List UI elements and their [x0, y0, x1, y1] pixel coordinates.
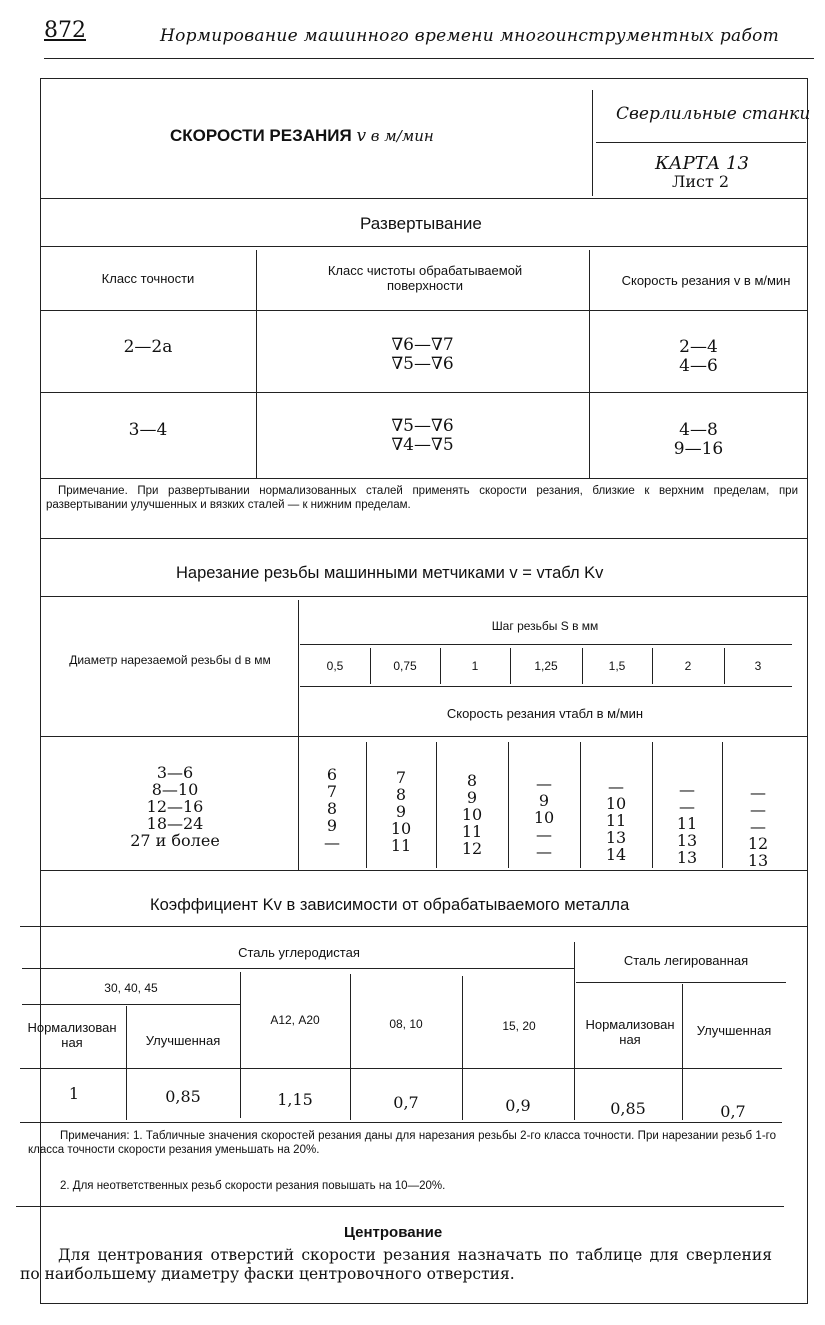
reaming-header-speed: Скорость резания v в м/мин: [621, 272, 791, 288]
pitch-cell: 0,5: [326, 659, 344, 673]
centering-text: Для центрования отверстий скорости резания назначать по таблице для сверления по наибольшему диаметру фаски центровочного отверстия.: [20, 1246, 772, 1283]
speed-value: 10: [390, 819, 412, 838]
grade-08-header: 08, 10: [389, 1017, 423, 1031]
pitch-divider: [724, 648, 725, 684]
rule-tapping-body: [40, 870, 808, 871]
speed-column: [508, 775, 580, 860]
speed-value: —: [324, 833, 340, 852]
rule-grade-group: [22, 1004, 240, 1005]
speed-value: 13: [747, 851, 769, 870]
card-title: СКОРОСТИ РЕЗАНИЯ v в м/мин: [170, 126, 434, 146]
reaming-row2-speed: 4—8 9—16: [673, 420, 724, 459]
speed-value: 11: [605, 811, 627, 830]
speed-value: 10: [461, 805, 483, 824]
rule-after-title: [40, 198, 808, 199]
pitch-divider: [652, 648, 653, 684]
speed-column: [722, 784, 794, 869]
speed-value: 12: [461, 839, 483, 858]
rule-tapping-title: [40, 596, 808, 597]
speed-value: 14: [605, 845, 627, 864]
reaming-row1-finish: ∇6—∇7 ∇5—∇6: [391, 335, 454, 374]
rule-reaming-row2: [40, 478, 808, 479]
speed-value: 9: [326, 816, 338, 835]
speed-value: 13: [605, 828, 627, 847]
rule-coefficient-title: [20, 926, 808, 927]
pitch-divider: [440, 648, 441, 684]
speed-column: [298, 766, 366, 851]
rule-reaming-note: [40, 538, 808, 539]
coefficient-note-2: 2. Для неответственных резьб скорости резания повышать на 10—20%.: [60, 1180, 446, 1192]
speed-column: [436, 772, 508, 857]
alloy-improved-header: Улучшенная: [696, 1022, 772, 1038]
grade-15-header: 15, 20: [502, 1019, 536, 1033]
reaming-header-finish: Класс чистоты обрабатываемой поверхности: [327, 263, 523, 293]
tapping-header-pitch: Шаг резьбы S в мм: [491, 619, 599, 633]
speed-value: 9: [466, 788, 478, 807]
diameter-3: 12—16: [146, 797, 204, 816]
reaming-note: Примечание. При развертывании нормализованных сталей применять скорости резания, близкие к верхним пределам, при развертывании улучшенных и вязких сталей — к нижним пределам.: [46, 485, 798, 511]
pitch-cell: 0,75: [393, 659, 417, 673]
rule-carbon: [22, 968, 574, 969]
rule-coefficient-header: [20, 1068, 782, 1069]
speed-value: —: [536, 825, 552, 844]
speed-value: 9: [538, 791, 550, 810]
speed-value: 12: [747, 834, 769, 853]
carbon-normalized-header: Нормализованная: [27, 1020, 117, 1050]
diameter-column: [60, 764, 290, 849]
speed-value: 7: [326, 782, 338, 801]
coefficient-title: Коэффициент Kv в зависимости от обрабатываемого металла: [150, 896, 630, 914]
title-divider: [592, 90, 593, 196]
reaming-row2-finish: ∇5—∇6 ∇4—∇5: [391, 416, 454, 455]
diameter-5: 27 и более: [130, 831, 220, 850]
pitch-cell: 2: [684, 659, 692, 673]
diameter-2: 8—10: [151, 780, 199, 799]
running-title: Нормирование машинного времени многоинструментных работ: [160, 26, 780, 46]
speed-value: —: [536, 774, 552, 793]
reaming-row1-speed: 2—4 4—6: [679, 337, 718, 376]
speed-value: 11: [390, 836, 412, 855]
diameter-1: 3—6: [156, 763, 194, 782]
diameter-4: 18—24: [146, 814, 204, 833]
rule-reaming-title: [40, 246, 808, 247]
speed-value: 9: [395, 802, 407, 821]
pitch-divider: [582, 648, 583, 684]
speed-value: 13: [676, 831, 698, 850]
centering-title: Центрование: [344, 1224, 443, 1241]
speed-value: 8: [395, 785, 407, 804]
pitch-cell: 1,25: [534, 659, 558, 673]
reaming-row1-accuracy: 2—2а: [123, 337, 173, 357]
speed-value: 13: [676, 848, 698, 867]
coefficient-value: 1: [68, 1083, 80, 1103]
reaming-title: Развертывание: [360, 214, 482, 233]
speed-value: —: [750, 783, 766, 802]
pitch-cell: 1: [471, 659, 479, 673]
carbon-steel-header: Сталь углеродистая: [238, 944, 360, 960]
speed-value: —: [679, 797, 695, 816]
pitch-divider: [370, 648, 371, 684]
alloy-normalized-header: Нормализованная: [585, 1017, 675, 1047]
alloy-steel-header: Сталь легированная: [623, 952, 749, 968]
rule-reaming-row1: [40, 392, 808, 393]
carbon-improved-header: Улучшенная: [145, 1032, 221, 1048]
coefficient-value: 0,7: [720, 1101, 746, 1121]
speed-value: 11: [676, 814, 698, 833]
reaming-row2-accuracy: 3—4: [128, 420, 168, 440]
coefficient-value: 1,15: [277, 1089, 313, 1109]
speed-value: 7: [395, 768, 407, 787]
grade-group-header: 30, 40, 45: [104, 981, 158, 995]
rule-pitch-values: [300, 686, 792, 687]
coefficient-value: 0,7: [393, 1092, 419, 1112]
machine-type: Сверлильные станки: [616, 104, 811, 124]
coefficient-value: 0,85: [165, 1086, 201, 1106]
speed-value: 11: [461, 822, 483, 841]
rule-alloy: [576, 982, 786, 983]
tapping-title: Нарезание резьбы машинными метчиками v = vтабл Kv: [176, 564, 604, 582]
speed-value: —: [750, 800, 766, 819]
coefficient-value: 0,85: [610, 1098, 646, 1118]
coefficient-value: 0,9: [505, 1095, 531, 1115]
speed-value: 10: [533, 808, 555, 827]
rule-coefficient-note: [16, 1206, 784, 1207]
speed-value: 6: [326, 765, 338, 784]
page-number: 872: [44, 18, 86, 43]
speed-value: 8: [466, 771, 478, 790]
speed-value: —: [750, 817, 766, 836]
rule-reaming-header: [40, 310, 808, 311]
pitch-cell: 1,5: [608, 659, 626, 673]
speed-value: —: [679, 780, 695, 799]
tapping-header-speed: Скорость резания vтабл в м/мин: [446, 705, 644, 721]
speed-value: 8: [326, 799, 338, 818]
card-number: КАРТА 13: [655, 153, 749, 174]
reaming-header-accuracy: Класс точности: [101, 270, 195, 286]
rule-tapping-header: [40, 736, 808, 737]
speed-value: —: [536, 842, 552, 861]
speed-column: [366, 769, 436, 854]
header-rule: [44, 58, 814, 59]
grade-a12-header: А12, А20: [270, 1013, 320, 1027]
pitch-divider: [510, 648, 511, 684]
sheet-number: Лист 2: [672, 172, 730, 191]
speed-value: 10: [605, 794, 627, 813]
tapping-header-diameter: Диаметр нарезаемой резьбы d в мм: [69, 653, 271, 667]
coefficient-note-1: Примечания: 1. Табличные значения скоростей резания даны для нарезания резьбы 2-го класса точности. При нарезании резьб 1-го класса точности скорости резания уменьшать на 20%.: [28, 1130, 776, 1156]
title-inner-rule: [596, 142, 806, 143]
speed-column: [580, 778, 652, 863]
rule-pitch-header: [300, 644, 792, 645]
speed-column: [652, 781, 722, 866]
speed-value: —: [608, 777, 624, 796]
rule-coefficient-values: [20, 1122, 782, 1123]
pitch-cell: 3: [754, 659, 762, 673]
